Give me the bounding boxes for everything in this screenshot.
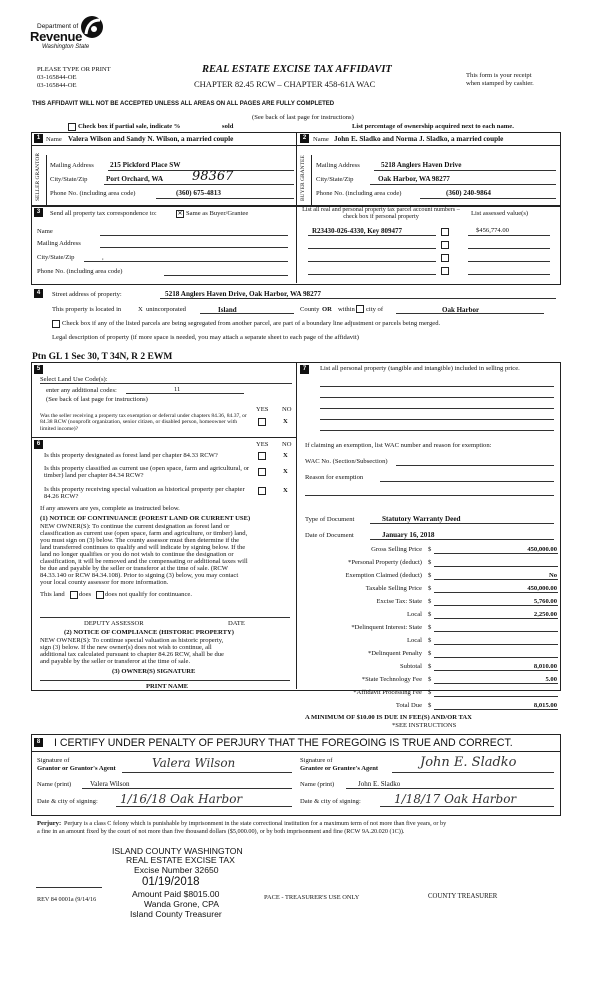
send-correspondence-label: Send all property tax correspondence to: (50, 210, 157, 217)
stamp-date: 01/19/2018 (142, 876, 200, 888)
exemption-no-mark[interactable]: X (283, 418, 288, 425)
segregated-label: Check box if any of the listed parcels are being segregated from another parcel, are part of a boundary line adjustment or parcels being merged. (62, 320, 441, 327)
assessor-date-label: DATE (228, 620, 245, 627)
buyer-side-label: BUYER GRANTEE (300, 155, 306, 201)
corr-city-value[interactable]: , (102, 254, 104, 261)
historic-question: Is this property receiving special valuation as historical property per chapter 84.26 RCW? (44, 486, 245, 500)
grantee-sig-label-2: Grantee or Grantee's Agent (300, 765, 379, 772)
if-yes-note: If any answers are yes, complete as instructed below. (40, 505, 180, 512)
street-label: Street address of property: (52, 291, 122, 298)
perjury-label: Perjury: (37, 820, 62, 827)
buyer-city-label: City/State/Zip (316, 176, 354, 183)
logo-dept: Department of (37, 23, 79, 30)
section-8-number: 8 (34, 738, 43, 747)
stamp-amount: Amount Paid $8015.00 (132, 889, 220, 899)
within-city-checkbox[interactable] (356, 305, 364, 313)
owner-signature-label: (3) OWNER(S) SIGNATURE (112, 668, 196, 675)
buyer-name-label: Name (313, 136, 329, 143)
current-use-yes-checkbox[interactable] (258, 468, 266, 476)
certify-statement: I CERTIFY UNDER PENALTY OF PERJURY THAT THE FOREGOING IS TRUE AND CORRECT. (54, 737, 513, 749)
dor-logo-icon (80, 14, 104, 40)
land-does-checkbox[interactable] (70, 591, 78, 599)
parcel-1-personal-checkbox[interactable] (441, 228, 449, 236)
doc-date[interactable]: January 16, 2018 (382, 531, 435, 539)
stamp-tax: REAL ESTATE EXCISE TAX (126, 855, 235, 865)
grantee-sig-label-1: Signature of (300, 757, 333, 764)
county-name[interactable]: Island (218, 306, 237, 314)
perjury-text-1: Perjury is a class C felony which is punishable by imprisonment in the state correctional institution for a maximum term of not more than five years, or by (64, 820, 447, 827)
county-label: County (300, 306, 320, 313)
land-does-label: does (79, 591, 92, 598)
land-use-label: Select Land Use Code(s): (40, 376, 108, 383)
partial-sale-checkbox[interactable] (68, 123, 76, 131)
exemption-yes-checkbox[interactable] (258, 418, 266, 426)
see-instructions-note: *SEE INSTRUCTIONS (392, 722, 457, 729)
section-5-number: 5 (34, 365, 43, 374)
see-back-note: (See back of last page for instructions) (252, 114, 354, 121)
buyer-name[interactable]: John E. Sladko and Norma J. Sladko, a married couple (334, 135, 504, 143)
buyer-phone-label: Phone No. (including area code) (316, 190, 402, 197)
unincorporated-mark[interactable]: X (138, 306, 143, 313)
parcel-2-personal-checkbox[interactable] (441, 241, 449, 249)
land-not-qualify-label: does not qualify for continuance. (105, 591, 192, 598)
deputy-assessor-label: DEPUTY ASSESSOR (84, 620, 144, 627)
logo-revenue: Revenue (30, 29, 83, 44)
seller-side-label: SELLER GRANTOR (35, 152, 41, 201)
rev-form-number: REV 84 0001a (9/14/16 (37, 896, 97, 903)
grantor-signature-handwritten: Valera Wilson (152, 756, 236, 770)
historic-no-mark[interactable]: X (283, 487, 288, 494)
seller-phone-label: Phone No. (including area code) (50, 190, 136, 197)
section-1-number: 1 (34, 134, 43, 143)
buyer-phone[interactable]: (360) 240-9864 (446, 189, 491, 197)
logo-state: Washington State (42, 44, 90, 50)
grantor-name-label: Name (print) (37, 781, 72, 788)
assessed-value-1[interactable]: $456,774.00 (476, 227, 509, 234)
current-use-no-mark[interactable]: X (283, 468, 288, 475)
pace-label: PACE - TREASURER'S USE ONLY (264, 894, 360, 901)
grantee-name[interactable]: John E. Sladko (358, 780, 401, 788)
personal-property-label: List all personal property (tangible and intangible) included in selling price. (320, 365, 520, 372)
seller-city[interactable]: Port Orchard, WA (106, 175, 164, 183)
grantee-name-label: Name (print) (300, 781, 335, 788)
parcel-4-personal-checkbox[interactable] (441, 267, 449, 275)
notice-compliance-title: (2) NOTICE OF COMPLIANCE (HISTORIC PROPERTY) (64, 629, 234, 636)
current-use-question: Is this property classified as current use (open space, farm and agricultural, or timber) land per chapter 84.34 RCW? (44, 465, 250, 479)
land-not-qualify-checkbox[interactable] (96, 591, 104, 599)
same-as-buyer-label: Same as Buyer/Grantee (186, 210, 249, 217)
unincorporated-label: unincorporated (146, 306, 186, 313)
stamp-county: ISLAND COUNTY WASHINGTON (112, 846, 243, 856)
seller-name-label: Name (46, 136, 62, 143)
exemption-claim-label: If claiming an exemption, list WAC number and reason for exemption: (305, 442, 492, 449)
stamp-treasurer-title: Island County Treasurer (130, 909, 222, 919)
seller-name[interactable]: Valera Wilson and Sandy N. Wilson, a married couple (68, 135, 234, 143)
corr-phone-label: Phone No. (including area code) (37, 268, 123, 275)
within-label: within (338, 306, 355, 313)
print-note: PLEASE TYPE OR PRINT (37, 66, 111, 73)
minimum-fee-note: A MINIMUM OF $10.00 IS DUE IN FEE(S) AND/OR TAX (305, 714, 472, 721)
grantee-signature-handwritten: John E. Sladko (420, 755, 517, 770)
print-name-label: PRINT NAME (146, 683, 189, 690)
form-title: REAL ESTATE EXCISE TAX AFFIDAVIT (202, 64, 392, 75)
doc-type[interactable]: Statutory Warranty Deed (382, 515, 461, 523)
section-6-yes-header: YES (256, 441, 269, 448)
this-land-label: This land (40, 591, 65, 598)
parcel-list-header: List all real and personal property tax parcel account numbers – check box if personal property (302, 206, 460, 220)
city-name[interactable]: Oak Harbor (442, 306, 480, 314)
historic-yes-checkbox[interactable] (258, 487, 266, 495)
seller-phone[interactable]: (360) 675-4813 (176, 189, 221, 197)
county-treasurer-label: COUNTY TREASURER (428, 893, 498, 900)
grantor-date-label: Date & city of signing: (37, 798, 98, 805)
assessed-values-header: List assessed value(s) (471, 210, 529, 217)
seller-city-label: City/State/Zip (50, 176, 88, 183)
corr-name-label: Name (37, 228, 53, 235)
exemption-question: Was the seller receiving a property tax exemption or deferral under chapters 84.36, 84.37, or 84.38 RCW (nonprofit organization, senior citizen, or disabled person, homeowner with limited income)? (40, 413, 247, 432)
corr-city-label: City/State/Zip (37, 254, 75, 261)
doc-type-label: Type of Document (305, 516, 355, 523)
legal-description[interactable]: Ptn GL 1 Sec 30, T 34N, R 2 EWM (32, 352, 173, 362)
additional-codes-label: enter any additional codes: (46, 387, 117, 394)
city-of-label: city of (366, 306, 384, 313)
segregated-checkbox[interactable] (52, 320, 60, 328)
legal-description-label: Legal description of property (if more space is needed, you may attach a separate sheet to each page of the affidavit) (52, 334, 359, 341)
stamp-treasurer-name: Wanda Grone, CPA (144, 899, 219, 909)
wac-label: WAC No. (Section/Subsection) (305, 458, 388, 465)
buyer-city[interactable]: Oak Harbor, WA 98277 (378, 175, 450, 183)
forest-land-no-mark[interactable]: X (283, 452, 288, 459)
seller-zip-handwritten: 98367 (192, 169, 234, 184)
section-6-number: 6 (34, 440, 43, 449)
parcel-number-1[interactable]: R23430-026-4330, Key 809477 (312, 227, 403, 235)
receipt-note-2: when stamped by cashier. (466, 80, 534, 87)
section-2-number: 2 (300, 134, 309, 143)
same-as-buyer-checkbox[interactable]: ✕ (177, 211, 183, 217)
forest-land-question: Is this property designated as forest land per chapter 84.33 RCW? (44, 452, 218, 459)
parcel-3-personal-checkbox[interactable] (441, 254, 449, 262)
exemption-reason-label: Reason for exemption (305, 474, 364, 481)
street-address[interactable]: 5218 Anglers Haven Drive, Oak Harbor, WA 98277 (165, 290, 321, 298)
section-7-number: 7 (300, 365, 309, 374)
land-use-code[interactable]: 11 (174, 386, 181, 393)
seller-mail-label: Mailing Address (50, 162, 94, 169)
land-use-see-back: (See back of last page for instructions) (46, 396, 148, 403)
perjury-text-2: a fine in an amount fixed by the court of not more than five thousand dollars ($5,000.00), or by both imprisonment and fine (RCW 9A.20.020 (1C)). (37, 828, 405, 835)
partial-sale-label: Check box if partial sale, indicate % (78, 123, 181, 130)
form-code-2: 03-165844-OE (37, 82, 77, 89)
grantor-sig-label-2: Grantor or Grantor's Agent (37, 765, 116, 772)
section-6-no-header: NO (282, 441, 292, 448)
seller-mail[interactable]: 215 Pickford Place SW (110, 161, 181, 169)
ownership-note: List percentage of ownership acquired next to each name. (352, 123, 514, 130)
receipt-note-1: This form is your receipt (466, 72, 532, 79)
stamp-excise-number: Excise Number 32650 (134, 865, 219, 875)
grantor-sig-label-1: Signature of (37, 757, 70, 764)
section-5-no-header: NO (282, 406, 292, 413)
grantor-date-handwritten: 1/16/18 Oak Harbor (120, 792, 243, 806)
doc-date-label: Date of Document (305, 532, 354, 539)
corr-mail-label: Mailing Address (37, 240, 81, 247)
located-label: This property is located in (52, 306, 122, 313)
grantor-name[interactable]: Valera Wilson (90, 780, 130, 788)
section-4-number: 4 (34, 289, 43, 298)
buyer-mail-label: Mailing Address (316, 162, 360, 169)
form-code-1: 03-165844-OE (37, 74, 77, 81)
section-3-number: 3 (34, 208, 43, 217)
grantee-date-label: Date & city of signing: (300, 798, 361, 805)
or-label: OR (322, 306, 332, 313)
forest-land-yes-checkbox[interactable] (258, 452, 266, 460)
grantee-date-handwritten: 1/18/17 Oak Harbor (394, 792, 517, 806)
buyer-mail[interactable]: 5218 Anglers Haven Drive (381, 161, 462, 169)
section-5-yes-header: YES (256, 406, 269, 413)
sold-label: sold (222, 123, 234, 130)
notice-continuance-title: (1) NOTICE OF CONTINUANCE (FOREST LAND OR CURRENT USE) (40, 515, 251, 522)
form-subtitle: CHAPTER 82.45 RCW – CHAPTER 458-61A WAC (194, 79, 376, 89)
warning-text: THIS AFFIDAVIT WILL NOT BE ACCEPTED UNLESS ALL AREAS ON ALL PAGES ARE FULLY COMPLETED (32, 101, 335, 107)
